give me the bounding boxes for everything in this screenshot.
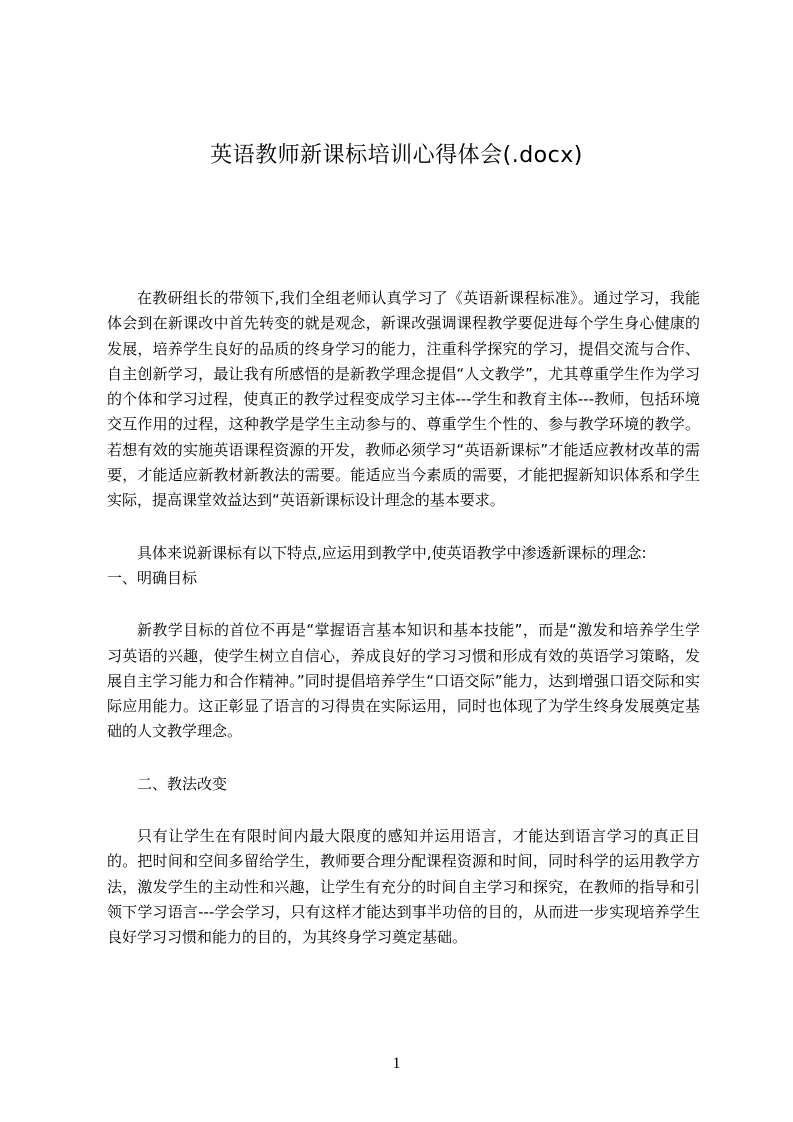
paragraph-intro: 在教研组长的带领下,我们全组老师认真学习了《英语新课程标准》。通过学习，我能体会到在新课改中首先转变的就是观念，新课改强调课程教学要促进每个学生身心健康的发展，培养学生良好的品质的终身学习的能力，注重科学探究的学习，提倡交流与合作、自主创新学习，最让我有所感悟的是新教学理念提倡“人文教学”，尤其尊重学生作为学习的个体和学习过程，使真正的教学过程变成学习主体---学生和教育主体---教师，包括环境交互作用的过程，这种教学是学生主动参与的、尊重学生个性的、参与教学环境的教学。若想有效的实施英语课程资源的开发，教师必须学习“英语新课标”才能适应教材改革的需要，才能适应新教材新教法的需要。能适应当今素质的需要，才能把握新知识体系和学生实际，提高课堂效益达到“英语新课标设计理念的基本要求。 <box>107 289 700 510</box>
section-heading-1: 一、明确目标 <box>107 568 198 587</box>
paragraph-goal: 新教学目标的首位不再是“掌握语言基本知识和基本技能”，而是“激发和培养学生学习英语的兴趣，使学生树立自信心，养成良好的学习习惯和形成有效的英语学习策略，发展自主学习能力和合作精神。”同时提倡培养学生“口语交际”能力，达到增强口语交际和实际应用能力。这正彰显了语言的习得贵在实际运用，同时也体现了为学生终身发展奠定基础的人文教学理念。 <box>107 621 700 741</box>
paragraph-features-intro: 具体来说新课标有以下特点,应运用到教学中,使英语教学中渗透新课标的理念: <box>137 543 647 562</box>
paragraph-spacer <box>107 745 700 772</box>
document-body <box>107 286 700 951</box>
paragraph-spacer <box>107 797 700 824</box>
paragraph-spacer <box>107 514 700 541</box>
section-heading-2: 二、教法改变 <box>137 774 228 793</box>
paragraph-method: 只有让学生在有限时间内最大限度的感知并运用语言，才能达到语言学习的真正目的。把时间和空间多留给学生，教师要合理分配课程资源和时间，同时科学的运用教学方法，激发学生的主动性和兴趣，让学生有充分的时间自主学习和探究，在教师的指导和引领下学习语言---学会学习，只有这样才能达到事半功倍的目的，从而进一步实现培养学生良好学习习惯和能力的目的，为其终身学习奠定基础。 <box>107 827 700 947</box>
page-number: 1 <box>392 1055 401 1072</box>
document-title: 英语教师新课标培训心得体会(.docx) <box>210 143 583 168</box>
paragraph-spacer <box>107 591 700 618</box>
